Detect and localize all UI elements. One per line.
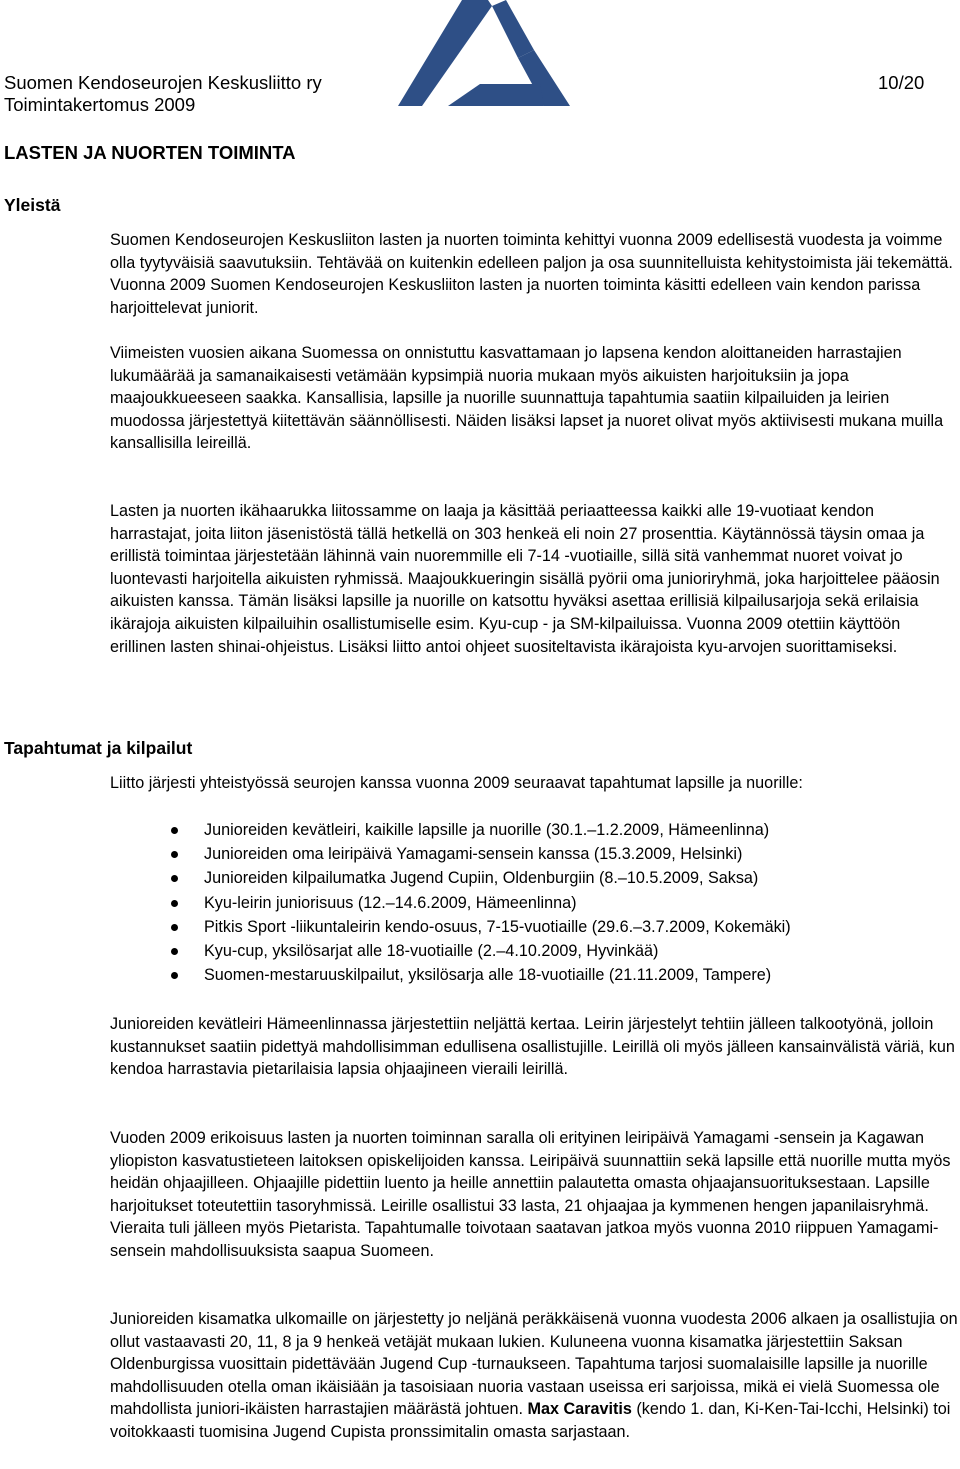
kisamatka-text-end: (kendo 1. dan, Ki-Ken-Tai-Icchi, Helsinki) toi voitokkaasti tuomisina Jugend Cupista pronssimitalin omasta sarjastaan.: [110, 1400, 951, 1441]
page-number: 10/20: [878, 72, 925, 93]
paragraph-leiripaiva: Vuoden 2009 erikoisuus lasten ja nuorten toiminnan saralla oli erityinen leiripäivä Yamagami -sensein ja Kagawan yliopiston kasvatustieteen laitoksen opiskelijoiden kanssa. Leiripäivä suunnattiin sekä lapsille että nuorille mutta myös heidän ohjaajilleen. Ohjaajille pidettiin luento ja heille annettiin palautetta omasta ohjaajansuorituksestaan. Lapsille harjoitukset toteutettiin tasoryhmissä. Leirille osallistui 33 lasta, 21 ohjaajaa ja kymmenen hengen japanilaisryhmä. Vieraita tuli jälleen myös Pietarista. Tapahtumalle toivotaan saatavan jatkoa myös vuonna 2010 riippuen Yamagami-sensein mahdollisuuksista saapua Suomeen.: [110, 1129, 951, 1260]
triangular-emblem-icon: [392, 0, 572, 108]
bullet-icon: [171, 900, 178, 907]
bullet-icon: [171, 924, 178, 931]
list-item: [170, 939, 791, 963]
paragraph-yleista-3: Lasten ja nuorten ikähaarukka liitossamme on laaja ja käsittää periaatteessa kaikki alle 19-vuotiaat kendon harrastajat, joita liiton jäsenistöstä tällä hetkellä on 303 henkeä eli noin 27 prosenttia. Käytännössä täysin omaa ja erillistä toimintaa järjestetään lähinnä vain nuoremmille eli 7-14 -vuotiaille, sillä sitä vanhemmat nuoret voivat jo luontevasti harjoitella aikuisten ryhmissä. Maajoukkueringin sisällä pyörii oma junioriryhmä, joka harjoittelee pääosin aikuisten kanssa. Tämän lisäksi lapsille ja nuorille on katsottu hyväksi asettaa erillisiä kilpailusarjoja sekä erilaisia ikärajoja aikuisten kilpailuihin osallistumiselle esim. Kyu-cup - ja SM-kilpailuissa. Vuonna 2009 otettiin käyttöön erillinen lasten shinai-ohjeistus. Lisäksi liitto antoi ohjeet suositeltavista ikärajoista kyu-arvojen suorittamiseksi.: [110, 502, 940, 656]
list-item: [170, 842, 791, 866]
heading-tapahtumat: Tapahtumat ja kilpailut: [4, 738, 193, 758]
paragraph-yleista-2: Viimeisten vuosien aikana Suomessa on onnistuttu kasvattamaan jo lapsena kendon aloittaneiden harrastajien lukumäärää ja samanaikaisesti vetämään kypsimpiä nuoria mukaan myös aikuisten harjoituksiin ja jopa maajoukkueeseen saakka. Kansallisia, lapsille ja nuorille suunnattuja tapahtumia saatiin kilpailuiden ja leirien muodossa järjestettyä kiitettävän säännöllisesti. Näiden lisäksi lapset ja nuoret olivat myös aktiivisesti mukana muilla kansallisilla leireillä.: [110, 344, 944, 453]
list-item: [170, 818, 791, 842]
bullet-icon: [171, 875, 178, 882]
event-text: Junioreiden kevätleiri, kaikille lapsille ja nuorille (30.1.–1.2.2009, Hämeenlinna): [204, 821, 770, 839]
heading-yleista: Yleistä: [4, 195, 61, 215]
event-text: Pitkis Sport -liikuntaleirin kendo-osuus, 7-15-vuotiaille (29.6.–3.7.2009, Kokemäki): [204, 917, 791, 936]
bullet-icon: [171, 972, 178, 979]
athlete-name: Max Caravitis: [527, 1400, 632, 1419]
list-item: [170, 915, 791, 939]
section-title: LASTEN JA NUORTEN TOIMINTA: [4, 142, 296, 163]
bullet-icon: [171, 948, 178, 955]
paragraph-kevatleiri: Junioreiden kevätleiri Hämeenlinnassa järjestettiin neljättä kertaa. Leirin järjestelyt tehtiin jälleen talkootyönä, jolloin kustannukset saatiin pidettyä mahdollisimman edullisena osallistujille. Leirillä oli myös jälleen kansainvälistä väriä, kun kendoa harrastavia pietarilaisia lapsia ohjaajineen vieraili leirillä.: [110, 1015, 955, 1079]
organization-name: Suomen Kendoseurojen Keskusliitto ry: [4, 72, 322, 93]
list-item: [170, 891, 791, 915]
kisamatka-text: Junioreiden kisamatka ulkomaille on järjestetty jo neljänä peräkkäisenä vuonna vuodesta 2006 alkaen ja osallistujia on ollut vastaavasti 20, 11, 8 ja 9 henkeä vetäjät mukaan lukien. Kuluneena vuonna kisamatka järjestettiin Saksan Oldenburgissa vuosittain pidettävään Jugend Cup -turnaukseen. Tapahtuma tarjosi suomalaisille lapsille ja nuorille mahdollisuuden otella oman ikäisiään ja tasoisiaan nuoria vastaan useissa eri sarjoissa, mikä ei vielä Suomessa ole mahdollista juniori-ikäisten harrastajien määrästä johtuen.: [110, 1310, 958, 1419]
paragraph-kisamatka: [110, 1308, 958, 1444]
bullet-icon: [171, 827, 178, 834]
bullet-icon: [171, 851, 178, 858]
list-item: [170, 866, 791, 890]
event-text: Junioreiden kilpailumatka Jugend Cupiin, Oldenburgiin (8.–10.5.2009, Saksa): [204, 869, 759, 888]
event-text: Junioreiden oma leiripäivä Yamagami-sensein kanssa (15.3.2009, Helsinki): [204, 845, 743, 864]
paragraph-yleista-1: Suomen Kendoseurojen Keskusliiton lasten ja nuorten toiminta kehittyi vuonna 2009 edellisestä vuodesta ja voimme olla tyytyväisiä saavutuksiin. Tehtävää on kuitenkin edelleen paljon ja osa suunnitelluista kehitystoimista jäi tekemättä. Vuonna 2009 Suomen Kendoseurojen Keskusliiton lasten ja nuorten toiminta käsitti edelleen vain kendon parissa harjoittelevat juniorit.: [110, 231, 953, 317]
events-intro: Liitto järjesti yhteistyössä seurojen kanssa vuonna 2009 seuraavat tapahtumat lapsille ja nuorille:: [110, 774, 803, 792]
list-item: [170, 963, 791, 987]
event-text: Suomen-mestaruuskilpailut, yksilösarja alle 18-vuotiaille (21.11.2009, Tampere): [204, 966, 772, 985]
report-title: Toimintakertomus 2009: [4, 94, 196, 115]
events-list: [170, 818, 791, 987]
event-text: Kyu-cup, yksilösarjat alle 18-vuotiaille (2.–4.10.2009, Hyvinkää): [204, 942, 659, 961]
event-text: Kyu-leirin juniorisuus (12.–14.6.2009, Hämeenlinna): [204, 893, 577, 912]
